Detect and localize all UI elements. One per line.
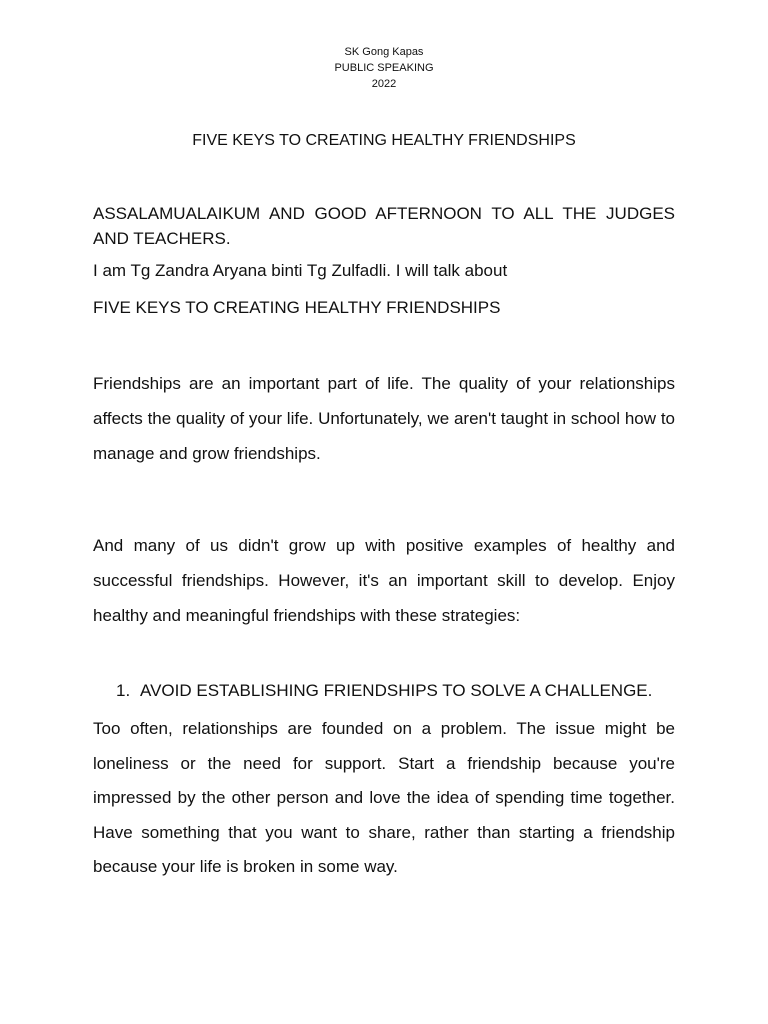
intro-line: I am Tg Zandra Aryana binti Tg Zulfadli. I will talk about — [93, 261, 508, 280]
document-header — [0, 44, 768, 92]
list-item-title: AVOID ESTABLISHING FRIENDSHIPS TO SOLVE A CHALLENGE. — [140, 681, 653, 700]
list-item-body: Too often, relationships are founded on a problem. The issue might be loneliness or the need for support. Start a friendship because you're impressed by the other person and love the idea of spending time together. Have something that you want to share, rather than starting a friendship because your life is broken in some way. — [93, 719, 675, 876]
greeting-paragraph: ASSALAMUALAIKUM AND GOOD AFTERNOON TO ALL THE JUDGES AND TEACHERS. — [93, 204, 675, 248]
topic-line: FIVE KEYS TO CREATING HEALTHY FRIENDSHIPS — [93, 298, 501, 317]
list-item-heading — [116, 680, 676, 702]
school-name: SK Gong Kapas — [344, 46, 424, 58]
list-item-number: 1. — [116, 681, 131, 700]
subject-name: PUBLIC SPEAKING — [334, 62, 434, 74]
paragraph-1: Friendships are an important part of life. The quality of your relationships affects the quality of your life. Unfortunately, we aren't taught in school how to manage and grow friendships. — [93, 374, 675, 463]
document-title: FIVE KEYS TO CREATING HEALTHY FRIENDSHIPS — [192, 132, 576, 149]
paragraph-2: And many of us didn't grow up with positive examples of healthy and successful friendships. However, it's an important skill to develop. Enjoy healthy and meaningful friendships with these strategies: — [93, 536, 675, 625]
year: 2022 — [371, 78, 397, 90]
